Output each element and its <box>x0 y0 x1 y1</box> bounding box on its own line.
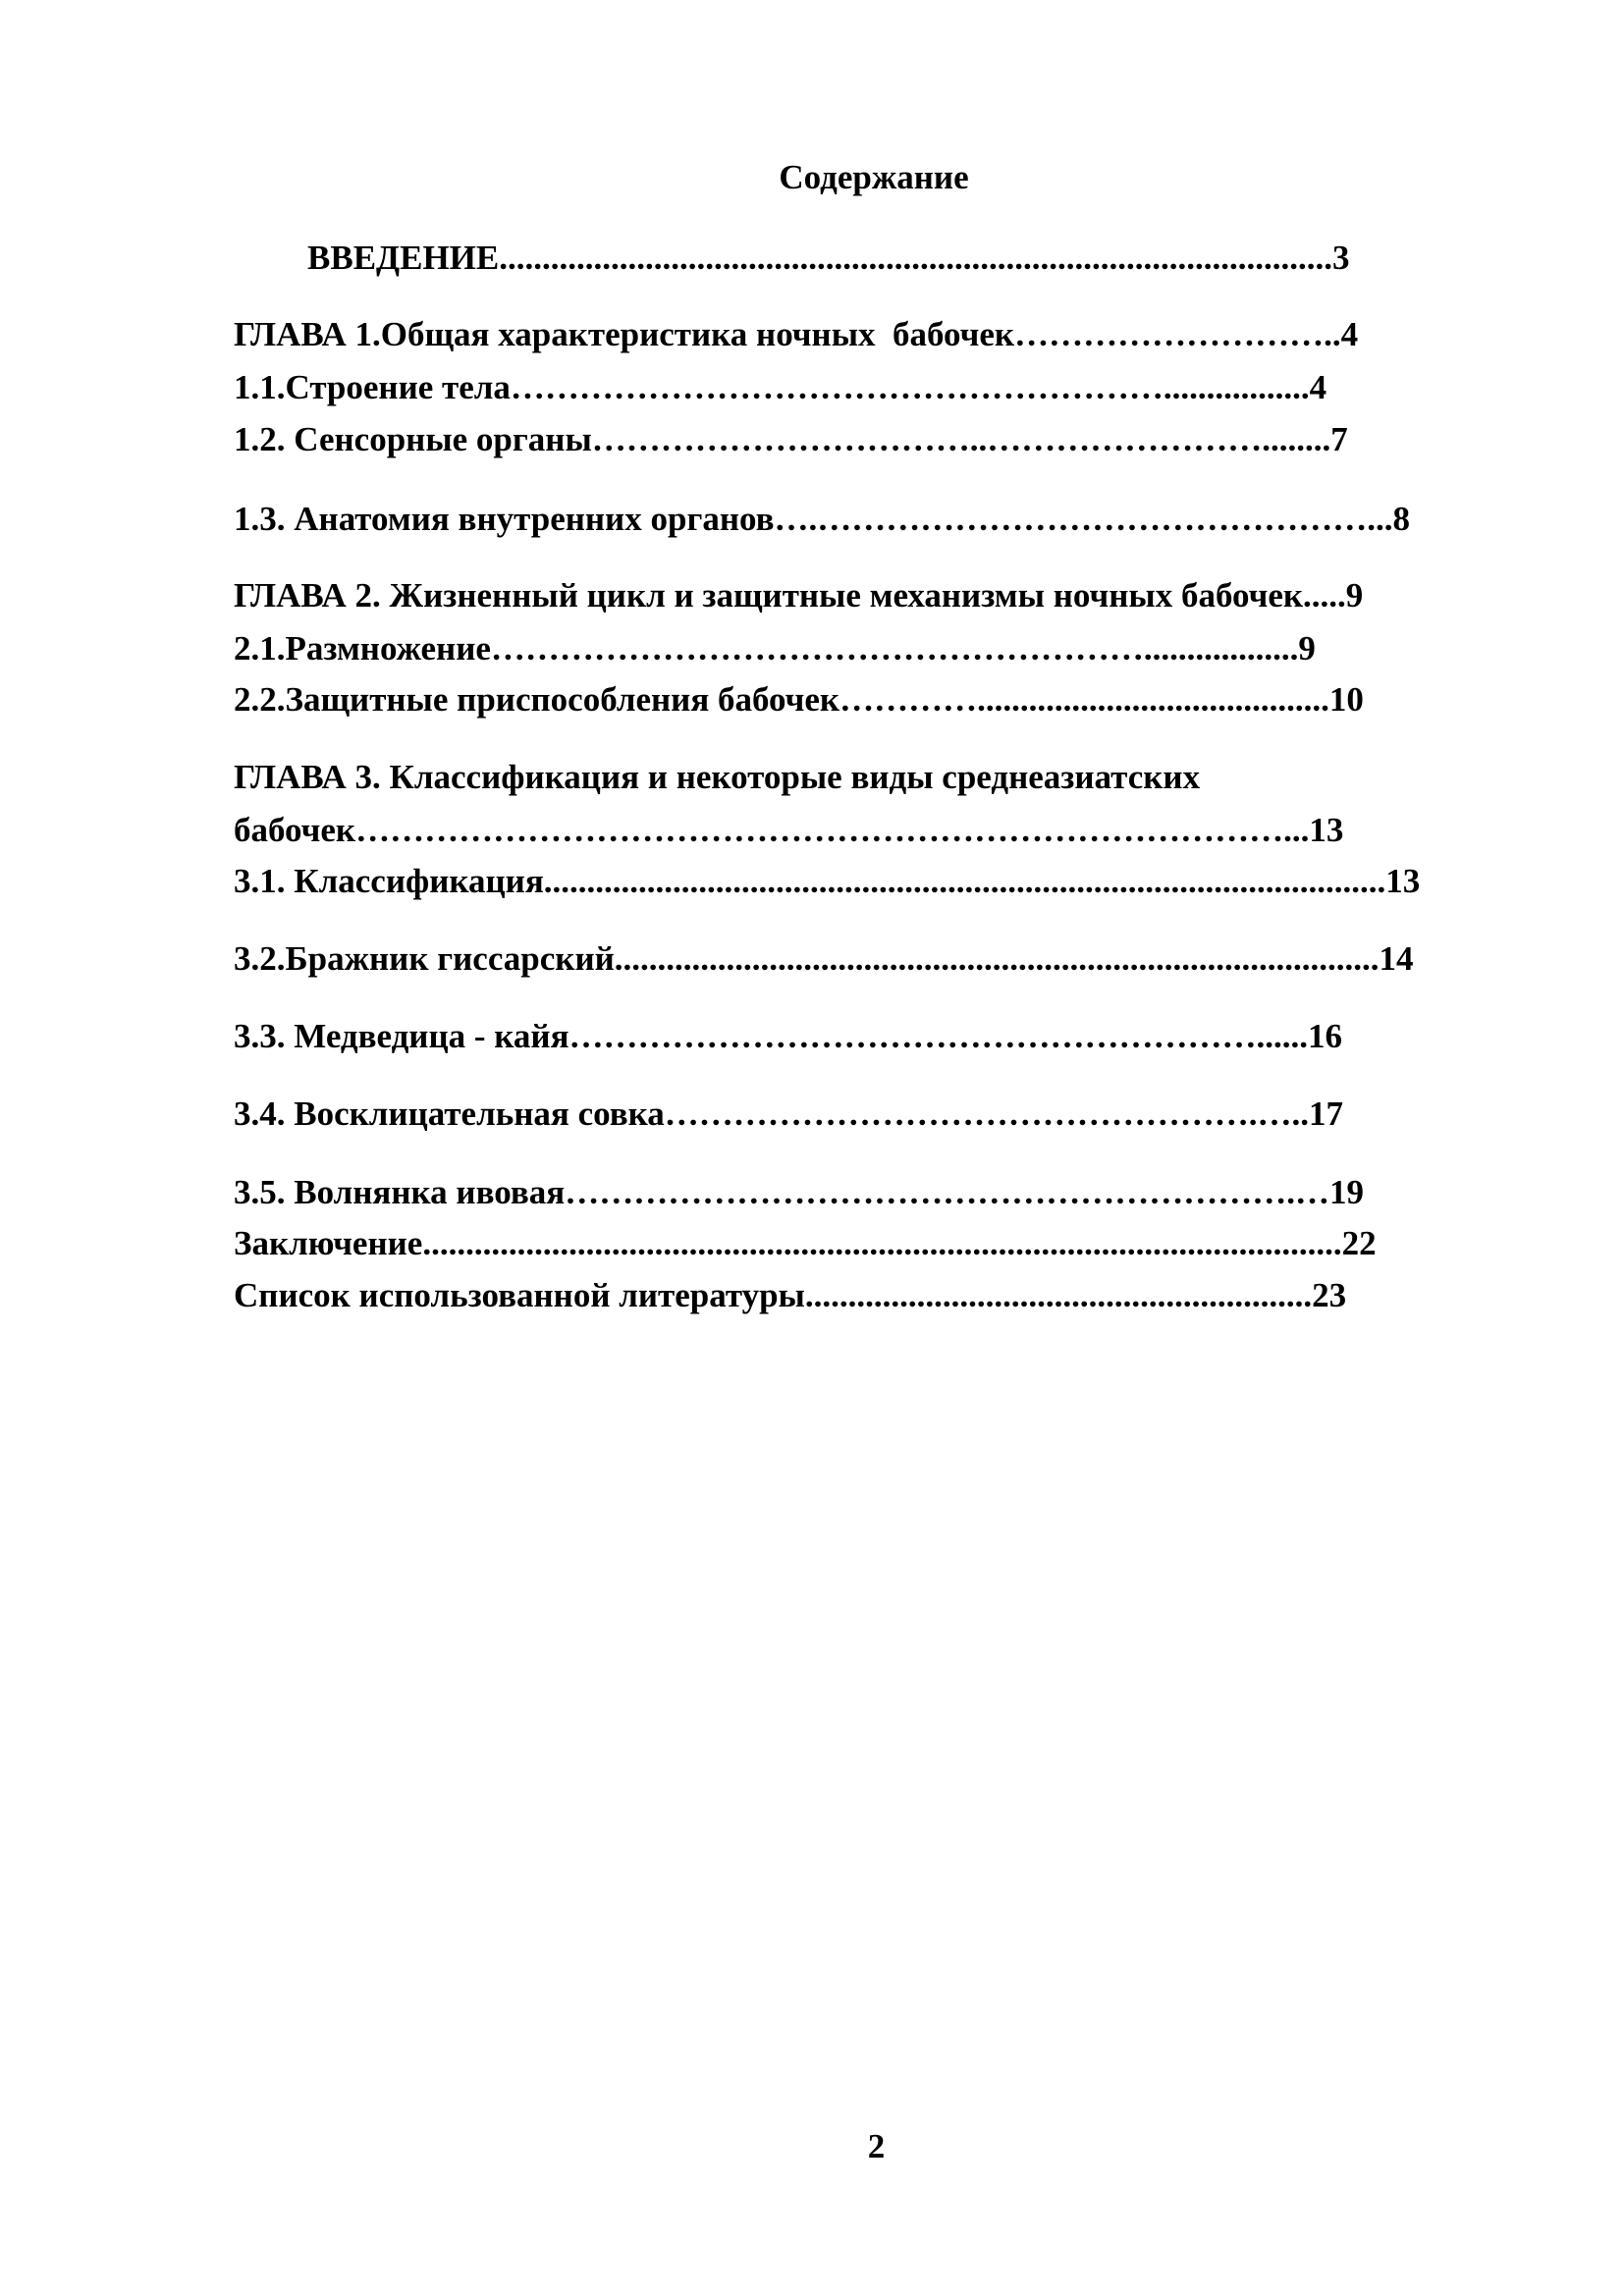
toc-entry-bibliography: Список использованной литературы...........................................................23 <box>234 1276 1347 1314</box>
toc-entry-chapter-3: ГЛАВА 3. Классификация и некоторые виды среднеазиатских <box>234 758 1201 796</box>
toc-entry-chapter-2: ГЛАВА 2. Жизненный цикл и защитные механизмы ночных бабочек.....9 <box>234 576 1364 614</box>
toc-entry-1-1: 1.1.Строение тела………………………………………………….................4 <box>234 368 1327 406</box>
toc-entry-conclusion: Заключение...........................................................................................................22 <box>234 1224 1377 1262</box>
toc-entry-3-2: 3.2.Бражник гиссарский.........................................................................................14 <box>234 939 1414 978</box>
toc-entry-1-2: 1.2. Сенсорные органы……………………………..……………………........7 <box>234 420 1348 458</box>
page-number: 2 <box>867 2127 886 2165</box>
toc-entry-3-3: 3.3. Медведица - кайя……………………………………………………......16 <box>234 1017 1343 1055</box>
toc-entry-1-3: 1.3. Анатомия внутренних органов….…………………………………………...8 <box>234 500 1411 538</box>
toc-entry-chapter-3-cont: бабочек………………………………………………………………………...13 <box>234 811 1344 849</box>
toc-entry-3-4: 3.4. Восклицательная совка…………………………………………….…..17 <box>234 1095 1344 1133</box>
toc-entry-3-5: 3.5. Волнянка ивовая……………………………………………………….…19 <box>234 1173 1364 1211</box>
toc-entry-3-1: 3.1. Классификация..................................................................................................13 <box>234 862 1421 900</box>
toc-entry-2-1: 2.1.Размножение…………………………………………………..................9 <box>234 629 1316 667</box>
toc-entry-chapter-1: ГЛАВА 1.Общая характеристика ночных бабочек………………………..4 <box>234 315 1359 353</box>
toc-entry-introduction: ВВЕДЕНИЕ.................................................................................................3 <box>307 239 1350 277</box>
toc-entry-2-2: 2.2.Защитные приспособления бабочек………….........................................10 <box>234 680 1364 719</box>
page-title: Содержание <box>779 158 969 196</box>
